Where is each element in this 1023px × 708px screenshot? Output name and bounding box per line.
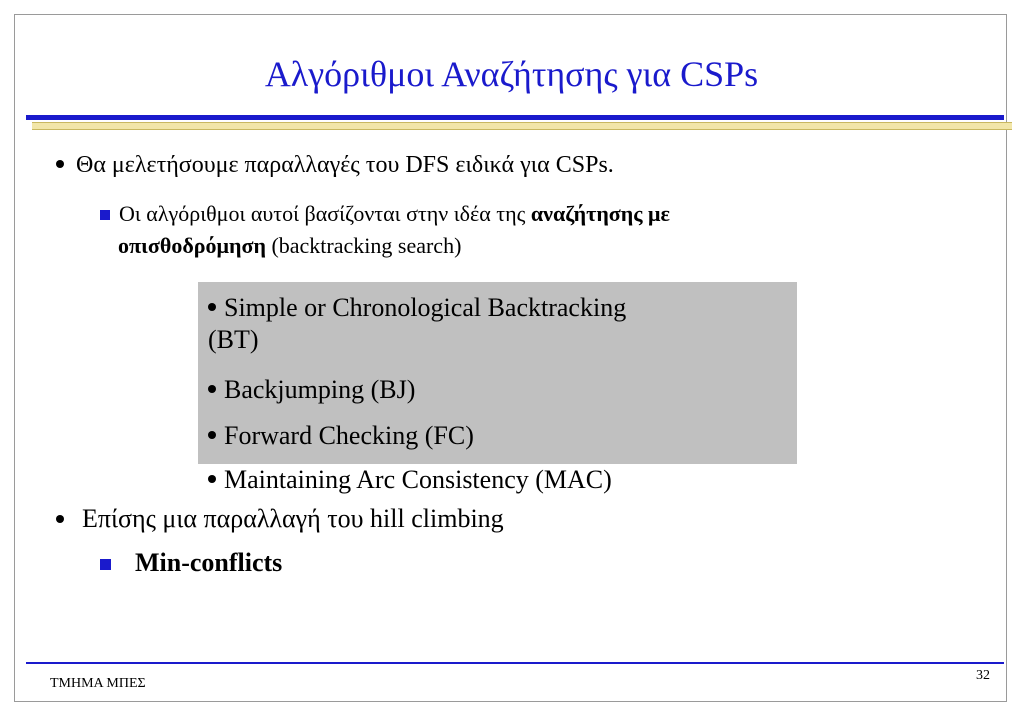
sub-bullet-bold-text-2: οπισθοδρόμηση bbox=[118, 233, 266, 258]
footer-rule bbox=[26, 662, 1004, 664]
sub-bullet-min-conflicts bbox=[100, 547, 282, 579]
bullet-dot-icon bbox=[208, 385, 216, 393]
square-bullet-icon bbox=[100, 559, 111, 570]
sub-bullet-text: Min-conflicts bbox=[135, 548, 283, 577]
algorithm-label-cont: (BT) bbox=[208, 325, 259, 354]
sub-bullet-pre-text: Οι αλγόριθμοι αυτοί βασίζονται στην ιδέα της bbox=[119, 201, 531, 226]
sub-bullet-post-text: (backtracking search) bbox=[265, 233, 462, 258]
algorithm-label: Backjumping (BJ) bbox=[224, 375, 416, 404]
algorithm-label: Simple or Chronological Backtracking bbox=[224, 293, 627, 322]
algorithm-label: Maintaining Arc Consistency (MAC) bbox=[224, 465, 612, 494]
sub-bullet-backtracking bbox=[100, 198, 880, 262]
slide-title: Αλγόριθμοι Αναζήτησης για CSPs bbox=[264, 54, 759, 94]
footer-department: ΤΜΗΜΑ ΜΠΕΣ bbox=[50, 676, 146, 691]
bullet-text: Επίσης μια παραλλαγή του hill climbing bbox=[82, 504, 504, 533]
bullet-dot-icon bbox=[56, 515, 64, 523]
bullet-dfs-variants bbox=[56, 150, 614, 180]
title-underline-shadow bbox=[32, 122, 1012, 130]
bullet-dot-icon bbox=[208, 431, 216, 439]
algorithm-item-bj bbox=[208, 374, 415, 406]
algorithm-item-fc bbox=[208, 420, 474, 452]
square-bullet-icon bbox=[100, 210, 110, 220]
algorithm-item-mac bbox=[208, 464, 612, 496]
page-number: 32 bbox=[976, 668, 990, 683]
sub-bullet-bold-text: αναζήτησης με bbox=[530, 201, 670, 226]
algorithm-label: Forward Checking (FC) bbox=[224, 421, 474, 450]
bullet-hill-climbing bbox=[56, 503, 504, 535]
bullet-dot-icon bbox=[208, 475, 216, 483]
bullet-dot-icon bbox=[56, 160, 64, 168]
algorithm-item-bt bbox=[208, 292, 626, 356]
bullet-text: Θα μελετήσουμε παραλλαγές του DFS ειδικά για CSPs. bbox=[76, 152, 614, 178]
title-underline bbox=[26, 115, 1004, 120]
bullet-dot-icon bbox=[208, 303, 216, 311]
